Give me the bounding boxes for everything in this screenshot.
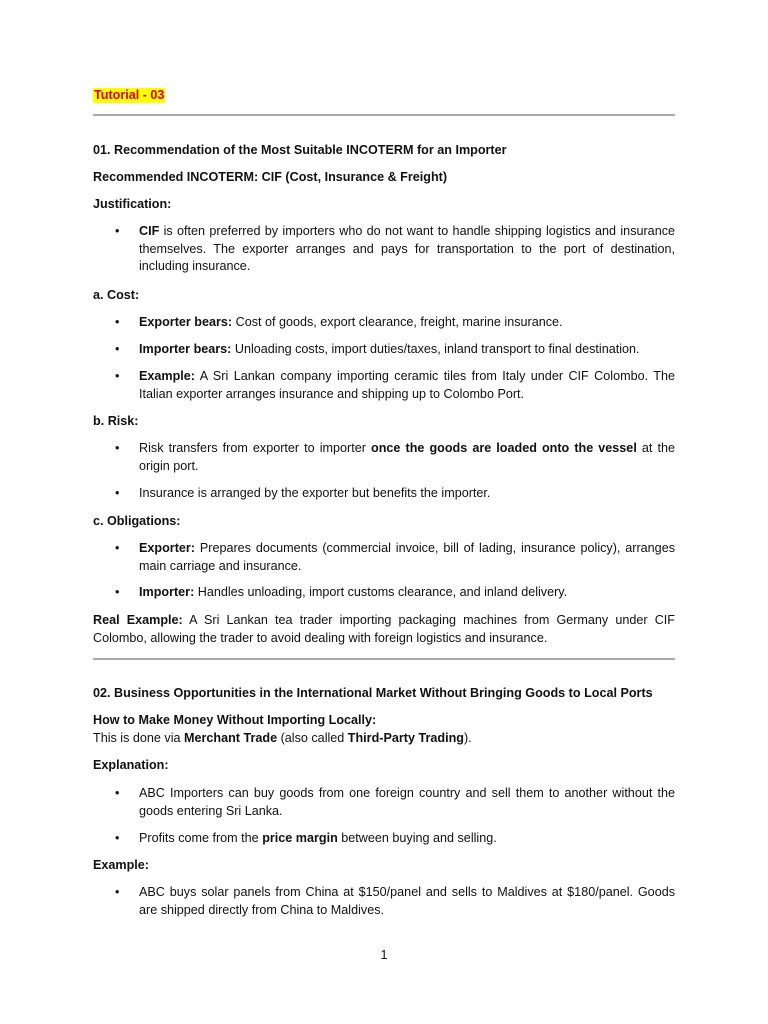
- justification-list: [93, 223, 675, 276]
- list-item: [93, 540, 675, 575]
- real-example-paragraph: [93, 612, 675, 647]
- item-text: at the origin port.: [139, 441, 675, 473]
- term-bold: Merchant Trade: [184, 731, 278, 745]
- recommended-incoterm: Recommended INCOTERM: CIF (Cost, Insurance & Freight): [93, 170, 448, 184]
- bullet-icon: •: [115, 786, 120, 800]
- item-text: Insurance is arranged by the exporter but benefits the importer.: [139, 486, 491, 500]
- bullet-icon: •: [115, 342, 120, 356]
- explanation-label: Explanation:: [93, 758, 169, 772]
- section-2-heading: 02. Business Opportunities in the International Market Without Bringing Goods to Local Ports: [93, 686, 653, 700]
- term-bold: Real Example:: [93, 613, 183, 627]
- bullet-icon: •: [115, 315, 120, 329]
- item-text: Cost of goods, export clearance, freight, marine insurance.: [232, 315, 563, 329]
- how-to-heading: How to Make Money Without Importing Locally:: [93, 713, 377, 727]
- bullet-icon: •: [115, 541, 120, 555]
- explanation-list: [93, 830, 675, 848]
- list-item: [93, 884, 675, 919]
- risk-label: b. Risk:: [93, 414, 139, 428]
- term-bold: Third-Party Trading: [347, 731, 464, 745]
- item-text: Profits come from the: [139, 831, 263, 845]
- list-item: [93, 314, 675, 332]
- list-item: [93, 368, 675, 403]
- list-item: [93, 785, 675, 820]
- bullet-icon: •: [115, 369, 120, 383]
- term-bold: price margin: [262, 831, 338, 845]
- page-number: 1: [380, 948, 388, 962]
- term-bold: once the goods are loaded onto the vessel: [371, 441, 637, 455]
- cost-list: [93, 368, 675, 403]
- example-label: Example:: [93, 858, 149, 872]
- item-text: ABC Importers can buy goods from one foreign country and sell them to another without the goods entering Sri Lanka.: [139, 786, 675, 818]
- cost-list: [93, 341, 675, 359]
- cost-label: a. Cost:: [93, 288, 140, 302]
- item-text: between buying and selling.: [337, 831, 497, 845]
- bullet-icon: •: [115, 831, 120, 845]
- list-item: [93, 485, 675, 503]
- bullet-icon: •: [115, 441, 120, 455]
- item-text: is often preferred by importers who do not want to handle shipping logistics and insurance themselves. The exporter arranges and pays for transportation to the port of destination, including insurance.: [139, 224, 675, 273]
- document-title: Tutorial - 03: [94, 88, 165, 102]
- obligations-list: [93, 540, 675, 575]
- term-bold: Example:: [139, 369, 195, 383]
- item-text: Unloading costs, import duties/taxes, inland transport to final destination.: [231, 342, 640, 356]
- list-item: [93, 584, 675, 602]
- item-text: This is done via: [93, 731, 184, 745]
- example-list: [93, 884, 675, 919]
- item-text: ).: [463, 731, 472, 745]
- horizontal-rule: [93, 114, 675, 116]
- term-bold: Importer bears:: [139, 342, 232, 356]
- section-1-heading: 01. Recommendation of the Most Suitable INCOTERM for an Importer: [93, 143, 507, 157]
- obligations-list: [93, 584, 675, 602]
- item-text: A Sri Lankan tea trader importing packaging machines from Germany under CIF Colombo, allowing the trader to avoid dealing with foreign logistics and insurance.: [93, 613, 675, 645]
- obligations-label: c. Obligations:: [93, 514, 181, 528]
- term-bold: CIF: [139, 224, 160, 238]
- risk-list: [93, 485, 675, 503]
- item-text: ABC buys solar panels from China at $150/panel and sells to Maldives at $180/panel. Goods are shipped directly from China to Maldives.: [139, 885, 675, 917]
- term-bold: Exporter:: [139, 541, 195, 555]
- bullet-icon: •: [115, 585, 120, 599]
- bullet-icon: •: [115, 885, 120, 899]
- item-text: A Sri Lankan company importing ceramic tiles from Italy under CIF Colombo. The Italian exporter arranges insurance and shipping up to Colombo Port.: [139, 369, 675, 401]
- list-item: [93, 223, 675, 276]
- merchant-trade-line: [93, 730, 675, 748]
- list-item: [93, 440, 675, 475]
- risk-list: [93, 440, 675, 475]
- explanation-list: [93, 785, 675, 820]
- term-bold: Exporter bears:: [139, 315, 233, 329]
- justification-label: Justification:: [93, 197, 172, 211]
- bullet-icon: •: [115, 224, 120, 238]
- item-text: (also called: [277, 731, 348, 745]
- horizontal-rule: [93, 658, 675, 660]
- list-item: [93, 341, 675, 359]
- term-bold: Importer:: [139, 585, 195, 599]
- bullet-icon: •: [115, 486, 120, 500]
- list-item: [93, 830, 675, 848]
- cost-list: [93, 314, 675, 332]
- item-text: Prepares documents (commercial invoice, bill of lading, insurance policy), arranges main carriage and insurance.: [139, 541, 675, 573]
- item-text: Risk transfers from exporter to importer: [139, 441, 372, 455]
- item-text: Handles unloading, import customs clearance, and inland delivery.: [194, 585, 568, 599]
